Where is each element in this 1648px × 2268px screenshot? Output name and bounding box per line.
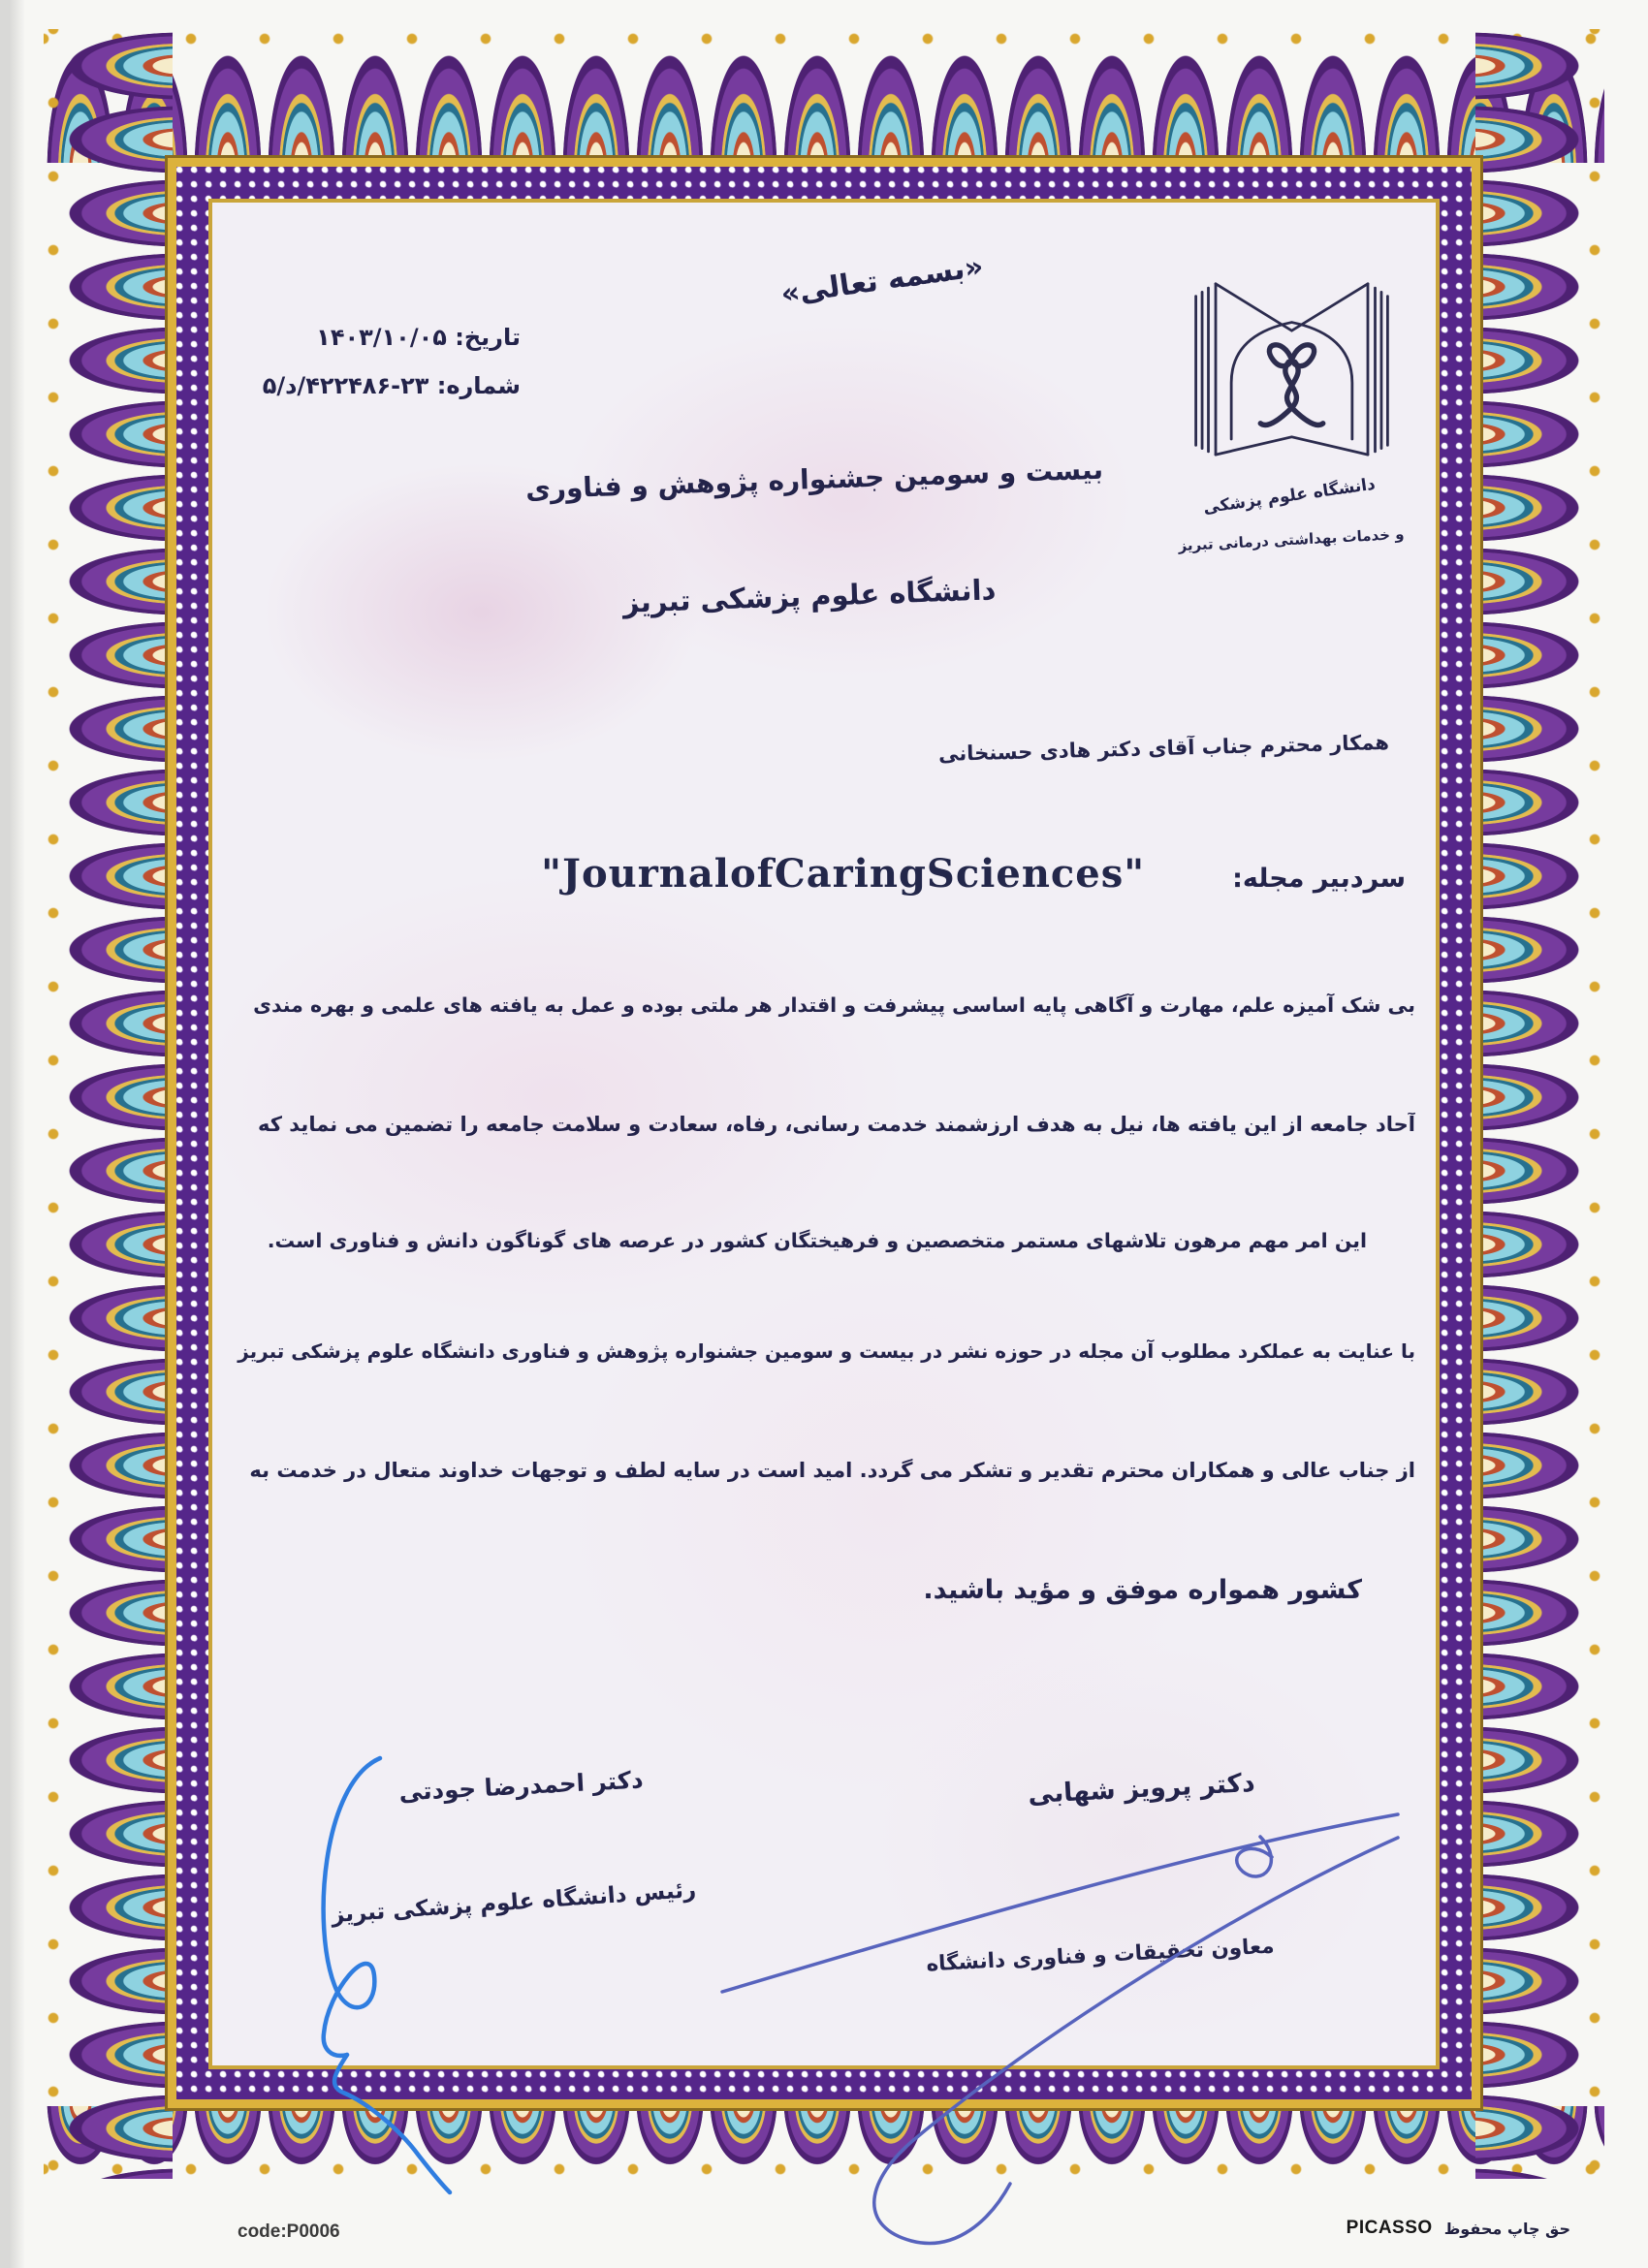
open-book-caduceus-icon (1188, 260, 1396, 494)
journal-line (541, 851, 1406, 897)
logo-caption-line1: دانشگاه علوم پزشکی (1202, 474, 1377, 519)
body-p1-line1: بی شک آمیزه علم، مهارت و آگاهی پایه اساسی پیشرفت و اقتدار هر ملتی بوده و عمل به یافته های علمی و بهره مندی (253, 993, 1415, 1017)
body-p2-line2: از جناب عالی و همکاران محترم تقدیر و تشکر می گردد. امید است در سایه لطف و توجهات خداوند متعال در خدمت به (249, 1459, 1415, 1482)
print-code: code:P0006 (238, 2221, 340, 2242)
body-p2-line3: کشور همواره موفق و مؤید باشید. (923, 1575, 1362, 1605)
festival-title-line1: بیست و سومین جشنواره پژوهش و فناوری (524, 453, 1104, 506)
signatory-right-title: معاون تحقیقات و فناوری دانشگاه (925, 1934, 1276, 1977)
body-p2-line1: با عنایت به عملکرد مطلوب آن مجله در حوزه نشر در بیست و سومین جشنواره پژوهش و فناوری دانشگاه علوم پزشکی تبریز (238, 1339, 1415, 1363)
body-p1-line2: آحاد جامعه از این یافته ها، نیل به هدف ارزشمند خدمت رسانی، رفاه، سعادت و سلامت جامعه را تضمین می نماید که (258, 1113, 1415, 1136)
copyright-notice: حق چاپ محفوظ (1443, 2219, 1570, 2238)
ornamental-border-top (44, 29, 1604, 163)
recipient-line: همکار محترم جناب آقای دکتر هادی حسنخانی (937, 730, 1390, 767)
ornamental-border-left (44, 29, 173, 2179)
logo-caption-line2: و خدمات بهداشتی درمانی تبریز (1178, 524, 1405, 555)
letter-number-line: شماره: ۲۳-۴۲۲۴۸۶/د/۵ (262, 372, 521, 399)
date-line: تاریخ: ۱۴۰۳/۱۰/۰۵ (316, 324, 521, 351)
signature-right-ink (717, 1793, 1415, 2258)
signatory-left-name: دکتر احمدرضا جودتی (397, 1765, 645, 1807)
journal-name: "JournalofCaringSciences" (541, 851, 1146, 897)
signatory-left-title: رئیس دانشگاه علوم پزشکی تبریز (331, 1876, 697, 1929)
signature-left-ink (308, 1747, 468, 2197)
ornamental-border-right (1475, 29, 1604, 2179)
journal-label: سردبیر مجله: (1232, 864, 1406, 894)
festival-title-line2: دانشگاه علوم پزشکی تبریز (622, 573, 997, 619)
printer-brand: PICASSO (1346, 2218, 1433, 2238)
signatory-right-name: دکتر پرویز شهابی (1027, 1767, 1256, 1811)
bismillah-text: «بسمه تعالی» (778, 249, 986, 312)
body-p1-line3: این امر مهم مرهون تلاشهای مستمر متخصصین و فرهیختگان کشور در عرصه های گوناگون دانش و فناوری است. (267, 1229, 1367, 1252)
